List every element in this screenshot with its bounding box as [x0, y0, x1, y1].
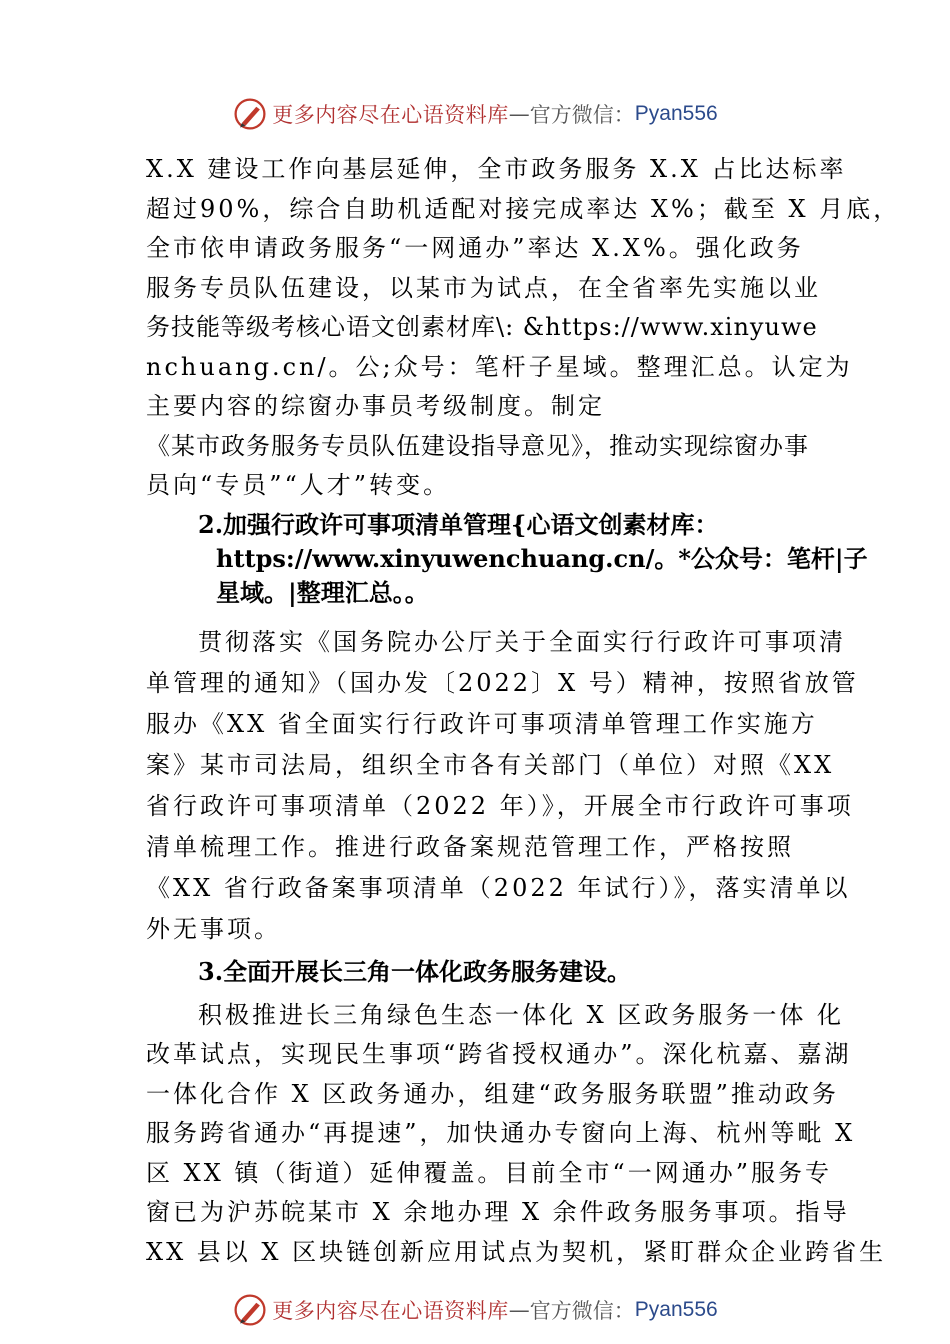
text-line: 《某市政务服务专员队伍建设指导意见》，推动实现综窗办事	[146, 431, 809, 460]
text-line: 主要内容的综窗办事员考级制度。制定	[146, 392, 605, 420]
text-line: 案》某市司法局，组织全市各有关部门（单位）对照《XX	[146, 750, 835, 779]
text-line: 省行政许可事项清单（2022 年）》，开展全市行政许可事项	[146, 791, 854, 820]
heading-line: 星域。|整理汇总。。	[216, 577, 429, 607]
page-header	[0, 94, 950, 134]
footer-wechat-id: Pyan556	[634, 1298, 718, 1321]
text-line: 服务专员队伍建设，以某市为试点，在全省率先实施以业	[146, 273, 821, 302]
text-line: 全市依申请政务服务“一网通办”率达 X.X%。强化政务	[146, 234, 804, 262]
text-line: 区 XX 镇（街道）延伸覆盖。目前全市“一网通办”服务专	[146, 1158, 832, 1187]
text-line: nchuang.cn/。公;众号：笔杆子星域。整理汇总。认定为	[146, 352, 853, 381]
text-line: 一体化合作 X 区政务通办，组建“政务服务联盟”推动政务	[146, 1079, 839, 1108]
text-line: 贯彻落实《国务院办公厅关于全面实行行政许可事项清	[198, 627, 846, 656]
pen-logo-icon	[232, 96, 268, 132]
text-line: 清单梳理工作。推进行政备案规范管理工作，严格按照	[146, 832, 794, 861]
text-line: 改革试点，实现民生事项“跨省授权通办”。深化杭嘉、嘉湖	[146, 1040, 852, 1068]
text-line: XX 县以 X 区块链创新应用试点为契机，紧盯群众企业跨省生	[146, 1237, 887, 1266]
header-wechat-label: 官方微信：	[529, 103, 635, 127]
text-line: 单管理的通知》（国办发〔2022〕X 号）精神，按照省放管	[146, 668, 859, 697]
pen-logo-icon	[232, 1292, 268, 1328]
text-line: 外无事项。	[146, 914, 281, 943]
paragraph-3	[146, 996, 887, 1273]
section-heading-2	[146, 508, 868, 610]
section-heading-3: 3.全面开展长三角一体化政务服务建设。	[198, 956, 632, 986]
document-body	[146, 150, 901, 1272]
header-dash: —	[508, 102, 530, 126]
text-line: 服办《XX 省全面实行行政许可事项清单管理工作实施方	[146, 709, 818, 738]
text-line: 务技能等级考核心语文创素材库\: &https://www.xinyuwe	[146, 313, 818, 341]
footer-wechat-label: 官方微信：	[529, 1299, 635, 1323]
text-line: 服务跨省通办“再提速”，加快通办专窗向上海、杭州等毗 X	[146, 1119, 856, 1147]
text-line: 员向“专员”“人才”转变。	[146, 471, 451, 499]
text-line: X.X 建设工作向基层延伸，全市政务服务 X.X 占比达标率	[146, 155, 847, 183]
header-brand: 更多内容尽在心语资料库	[272, 103, 509, 127]
heading-line: https://www.xinyuwenchuang.cn/。*公众号：笔杆|子	[216, 543, 868, 573]
header-wechat-id: Pyan556	[634, 102, 718, 125]
heading-line: 2.加强行政许可事项清单管理{心语文创素材库：	[198, 509, 719, 539]
footer-dash: —	[508, 1298, 530, 1322]
text-line: 超过90%，综合自助机适配对接完成率达 X%；截至 X 月底，	[146, 194, 901, 223]
text-line: 窗已为沪苏皖某市 X 余地办理 X 余件政务服务事项。指导	[146, 1198, 850, 1226]
footer-brand: 更多内容尽在心语资料库	[272, 1299, 509, 1323]
paragraph-2	[146, 622, 859, 950]
page-footer	[0, 1290, 950, 1330]
text-line: 积极推进长三角绿色生态一体化 X 区政务服务一体 化	[198, 1000, 844, 1029]
paragraph-1	[146, 150, 901, 506]
text-line: 《XX 省行政备案事项清单（2022 年试行）》，落实清单以	[146, 873, 851, 902]
